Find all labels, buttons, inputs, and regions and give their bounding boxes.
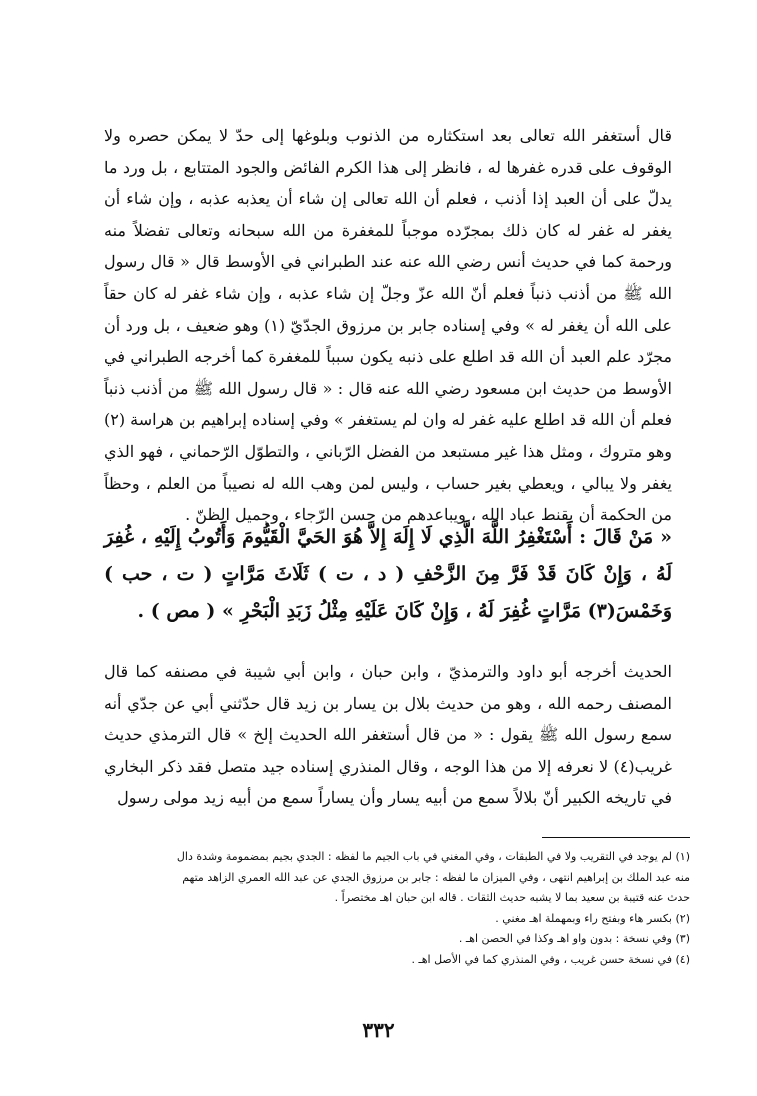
- footnote-2: (٢) بكسر هاء وبفتح راء وبمهملة اهـ مغني .: [495, 911, 690, 925]
- footnotes-block: [110, 847, 690, 970]
- hadith-text: « مَنْ قَالَ : أَسْتَغْفِرُ اللَّهَ الَّذِي لَا إِلَهَ إِلاَّ هُوَ الحَيَّ الْقَيُّومَ وَأَتُوبُ إِلَيْهِ ، غُفِرَ لَهُ ، وَإِنْ كَانَ قَدْ فَرَّ مِنَ الزَّحْفِ ( د ، ت ) ثَلَاثَ مَرَّاتٍ ( ت ، حب ) وَخَمْسَ(٣) مَرَّاتٍ غُفِرَ لَهُ ، وَإِنْ كَانَ عَلَيْهِ مِثْلُ زَبَدِ الْبَحْرِ » ( مص ) .: [104, 526, 672, 622]
- commentary-paragraph: الحديث أخرجه أبو داود والترمذيّ ، وابن حبان ، وابن أبي شيبة في مصنفه كما قال المصنف رحمه الله ، وهو من حديث بلال بن يسار بن زيد قال حدّثني أبي عن جدّي أنه سمع رسول الله ﷺ يقول : « من قال أستغفر الله الحديث إلخ » قال الترمذي حديث غريب(٤) لا نعرفه إلا من هذا الوجه ، وقال المنذري إسناده جيد متصل فقد ذكر البخاري في تاريخه الكبير أنّ بلالاً سمع من أبيه يسار وأن يساراً سمع من أبيه زيد مولى رسول: [104, 662, 672, 808]
- main-text-block: [104, 120, 672, 531]
- footnote-1-line-3: حدث عنه قتيبة بن سعيد بما لا يشبه حديث الثقات . قاله ابن حبان اهـ مختصراً .: [334, 891, 690, 904]
- footnote-1-line-1: (١) لم يوجد في التقريب ولا في الطبقات ، وفي المغني في باب الجيم ما لفظه : الجدي بجيم بمضمومة وشدة دال: [176, 850, 690, 863]
- hadith-block: [104, 519, 672, 630]
- footnote-3: (٣) وفي نسخة : بدون واو اهـ وكذا في الحصن اهـ .: [458, 932, 690, 945]
- page-number: ٣٣٢: [362, 1018, 395, 1042]
- footnote-4: (٤) في نسخة حسن غريب ، وفي المنذري كما في الأصل اهـ .: [411, 952, 690, 966]
- footnote-1-line-2: منه عبد الملك بن إبراهيم انتهى ، وفي الميزان ما لفظه : جابر بن مرزوق الجدي عن عبد الله العمري الزاهد متهم: [182, 870, 690, 884]
- commentary-block: [104, 656, 672, 814]
- main-paragraph: قال أستغفر الله تعالى بعد استكثاره من الذنوب وبلوغها إلى حدّ لا يمكن حصره ولا الوقوف على قدره غفرها له ، فانظر إلى هذا الكرم الفائض والجود المتتابع ، بل ورد ما يدلّ على أن العبد إذا أذنب ، فعلم أن الله تعالى إن شاء أن يعذبه عذبه ، وإن شاء أن يغفر له غفر له كان ذلك بمجرّده موجباً للمغفرة من الله سبحانه وتعالى تفضلاً منه ورحمة كما في حديث أنس رضي الله عنه عند الطبراني في الأوسط قال « قال رسول الله ﷺ من أذنب ذنباً فعلم أنّ الله عزّ وجلّ إن شاء عذبه ، وإن شاء غفر له كان حقاً على الله أن يغفر له » وفي إسناده جابر بن مرزوق الجدّيّ (١) وهو ضعيف ، بل ورد أن مجرّد علم العبد أن الله قد اطلع على ذنبه يكون سبباً للمغفرة كما أخرجه الطبراني في الأوسط من حديث ابن مسعود رضي الله عنه قال : « قال رسول الله ﷺ من أذنب ذنباً فعلم أن الله قد اطلع عليه غفر له وان لم يستغفر » وفي إسناده إبراهيم بن هراسة (٢) وهو متروك ، ومثل هذا غير مستبعد من الفضل الرّباني ، والتطوّل الرّحماني ، فهو الذي يغفر ولا يبالي ، ويعطي بغير حساب ، وليس لمن وهب الله له نصيباً من العلم ، وحظاً من الحكمة أن يقنط عباد الله ، ويباعدهم من حسن الرّجاء ، وجميل الظنّ .: [104, 126, 673, 525]
- footnote-divider: [542, 837, 690, 838]
